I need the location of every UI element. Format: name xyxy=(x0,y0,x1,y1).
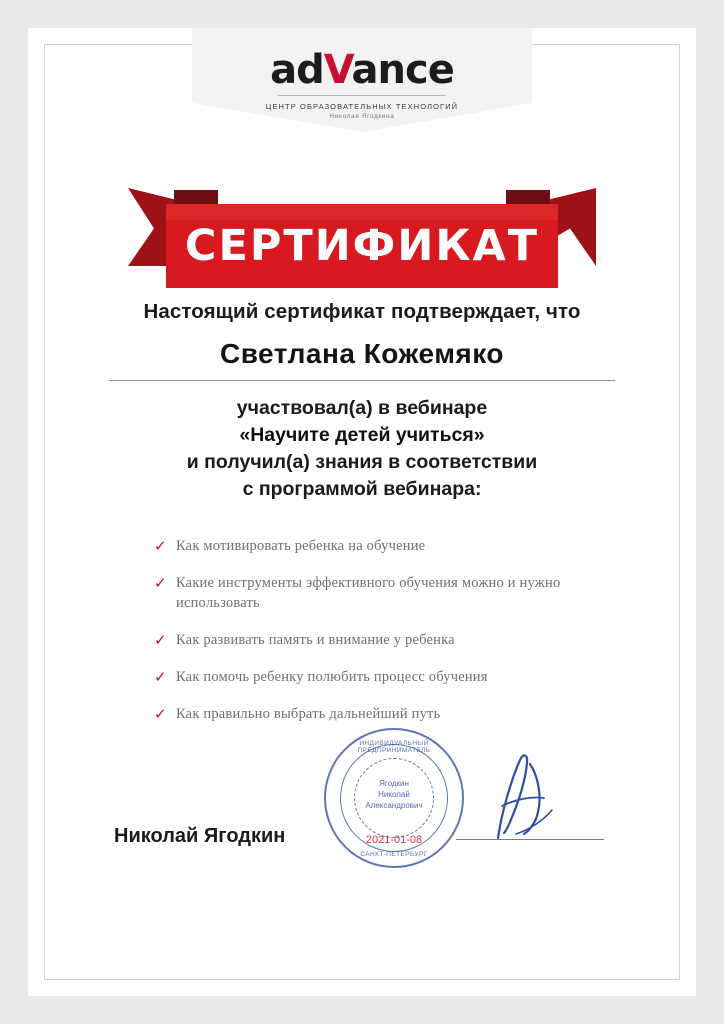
program-item-text: Как помочь ребенку полюбить процесс обучения xyxy=(176,669,488,685)
stamp-center-line-3: Александрович xyxy=(365,801,423,810)
handwritten-signature xyxy=(468,750,588,842)
logo-check-letter: V xyxy=(323,47,352,93)
list-item xyxy=(154,536,634,556)
logo-subtitle-secondary: Николая Ягодкина xyxy=(329,113,395,120)
advance-logo xyxy=(28,47,696,120)
program-item-text: Как развивать память и внимание у ребенка xyxy=(176,632,455,648)
stamp-top-text: ИНДИВИДУАЛЬНЫЙ ПРЕДПРИНИМАТЕЛЬ xyxy=(357,740,431,754)
certificate-title: СЕРТИФИКАТ xyxy=(184,220,540,271)
logo-wordmark xyxy=(270,47,454,93)
received-line-1: и получил(а) знания в соответствии xyxy=(186,451,538,473)
certificate-header xyxy=(28,28,696,138)
official-stamp xyxy=(324,728,464,868)
logo-word-before: ad xyxy=(270,47,324,93)
check-icon: ✓ xyxy=(154,668,167,686)
certificate-footer xyxy=(28,740,696,926)
check-icon: ✓ xyxy=(154,574,167,592)
program-item-text: Как мотивировать ребенка на обучение xyxy=(176,538,426,554)
stamp-center-line-2: Николай xyxy=(378,790,410,799)
stamp-bottom-text: САНКТ-ПЕТЕРБУРГ xyxy=(360,851,428,858)
list-item xyxy=(154,667,634,687)
participation-line: участвовал(а) в вебинаре xyxy=(236,397,488,419)
recipient-underline xyxy=(109,380,615,381)
webinar-title: «Научите детей учиться» xyxy=(239,424,485,446)
stamp-center-line-1: Ягодкин xyxy=(379,779,409,788)
program-item-text: Как правильно выбрать дальнейший путь xyxy=(176,706,441,722)
stamp-center-text xyxy=(324,778,464,811)
ribbon-main-band xyxy=(166,204,558,288)
signature-line xyxy=(456,839,604,840)
check-icon: ✓ xyxy=(154,631,167,649)
logo-word-after: ance xyxy=(351,47,454,93)
logo-divider xyxy=(278,95,446,96)
recipient-name: Светлана Кожемяко xyxy=(219,338,505,369)
list-item xyxy=(154,704,634,724)
list-item xyxy=(154,573,634,613)
check-icon: ✓ xyxy=(154,537,167,555)
received-line-2: с программой вебинара: xyxy=(242,478,482,500)
stamp-date: 2021-01-08 xyxy=(365,834,423,846)
program-list xyxy=(154,536,634,741)
signer-name: Николай Ягодкин xyxy=(114,825,286,847)
list-item xyxy=(154,630,634,650)
certificate-sheet xyxy=(28,28,696,996)
certificate-body xyxy=(28,300,696,503)
ribbon-banner xyxy=(28,168,696,288)
check-icon: ✓ xyxy=(154,705,167,723)
program-item-text: Какие инструменты эффективного обучения можно и нужно использовать xyxy=(176,575,561,611)
logo-subtitle-primary: ЦЕНТР ОБРАЗОВАТЕЛЬНЫХ ТЕХНОЛОГИЙ xyxy=(265,102,459,111)
confirmation-line: Настоящий сертификат подтверждает, что xyxy=(143,300,581,323)
